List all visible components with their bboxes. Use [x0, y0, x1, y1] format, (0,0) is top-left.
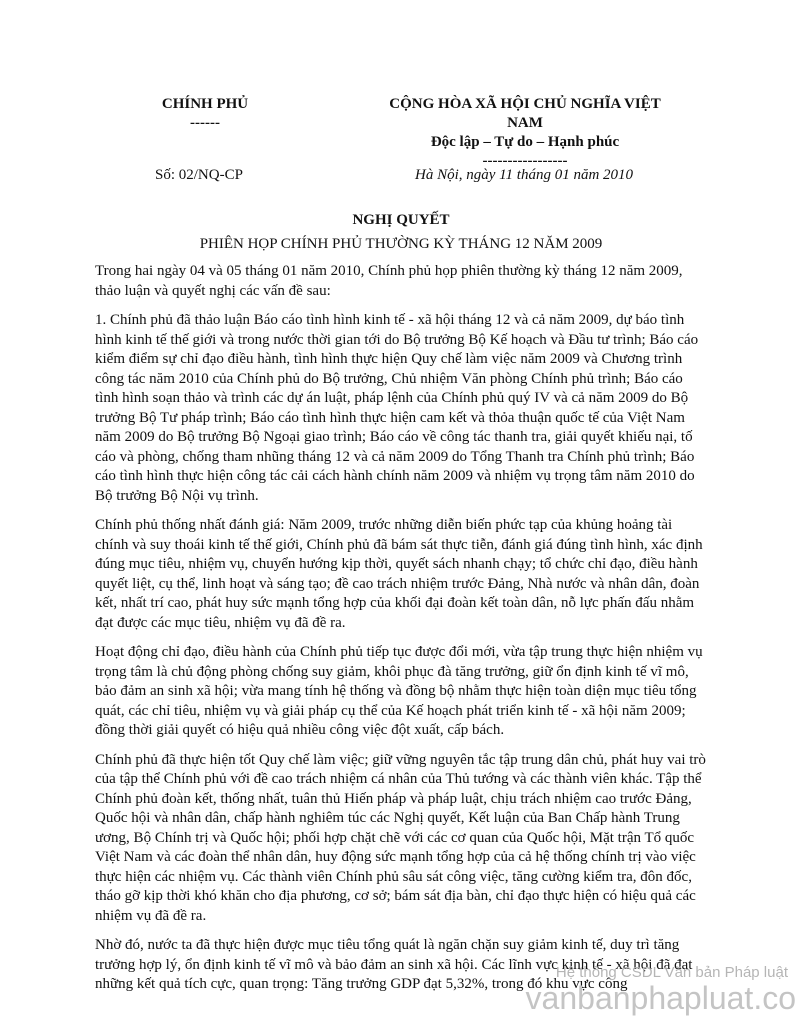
paragraph: Hoạt động chỉ đạo, điều hành của Chính phủ tiếp tục được đổi mới, vừa tập trung thực hiện nhiệm vụ trọng tâm là chủ động phòng chống suy giảm, khôi phục đà tăng trưởng, giữ ổn định kinh tế vĩ mô, bảo đảm an sinh xã hội; vừa mang tính hệ thống và đồng bộ nhằm thực hiện toàn diện mục tiêu tổng quát, các chỉ tiêu, nhiệm vụ và giải pháp cụ thể của Kế hoạch phát triển kinh tế - xã hội năm 2009; đồng thời giải quyết có hiệu quả nhiều công việc đột xuất, cấp bách. — [95, 644, 703, 738]
issuer-name: CHÍNH PHỦ — [161, 96, 249, 112]
paragraph: 1. Chính phủ đã thảo luận Báo cáo tình hình kinh tế - xã hội tháng 12 và cả năm 2009, dự báo tình hình kinh tế thế giới và trong nước thời gian tới do Bộ trưởng Bộ Kế hoạch và Đầu tư trình; Báo cáo kiểm điểm sự chỉ đạo điều hành, tình hình thực hiện Quy chế làm việc năm 2009 và Chương trình công tác năm 2010 của Chính phủ do Bộ trưởng, Chủ nhiệm Văn phòng Chính phủ trình; Báo cáo tình hình soạn thảo và trình các dự án luật, pháp lệnh của Chính phủ quý IV và cả năm 2009 do Bộ trưởng Bộ Tư pháp trình; Báo cáo tình hình thực hiện cam kết và thỏa thuận quốc tế của Việt Nam năm 2009 do Bộ trưởng Bộ Ngoại giao trình; Báo cáo về công tác thanh tra, giải quyết khiếu nại, tố cáo và phòng, chống tham nhũng tháng 12 và cả năm 2009 do Tổng Thanh tra Chính phủ trình; Báo cáo tình hình thực hiện công tác cải cách hành chính năm 2009 và nhiệm vụ trọng tâm năm 2010 do Bộ trưởng Bộ Nội vụ trình. — [95, 312, 699, 504]
paragraph: Chính phủ thống nhất đánh giá: Năm 2009, trước những diễn biến phức tạp của khủng hoảng tài chính và suy thoái kinh tế thế giới, Chính phủ đã bám sát thực tiễn, đánh giá đúng tình hình, xác định đúng mục tiêu, nhiệm vụ, chuyển hướng kịp thời, quyết sách nhanh chạy; tổ chức chỉ đạo, điều hành quyết liệt, cụ thể, linh hoạt và sáng tạo; đề cao trách nhiệm trước Đảng, Nhà nước và nhân dân, đoàn kết, nhất trí cao, phát huy sức mạnh tổng hợp của khối đại đoàn kết toàn dân, nỗ lực phấn đấu nhằm đạt được các mục tiêu, nhiệm vụ đã đề ra. — [95, 517, 703, 631]
motto-divider: ----------------- — [482, 153, 568, 169]
watermark-line1: Hệ thống CSDL Văn bản Pháp luật — [555, 964, 788, 981]
national-motto-block — [330, 95, 720, 171]
document-number: Số: 02/NQ-CP — [155, 167, 243, 183]
document-subtitle: PHIÊN HỌP CHÍNH PHỦ THƯỜNG KỲ THÁNG 12 NĂM 2009 — [199, 236, 603, 252]
country-name-line1: CỘNG HÒA XÃ HỘI CHỦ NGHĨA VIỆT — [389, 96, 661, 112]
document-body — [95, 262, 707, 1005]
issuer-block — [115, 95, 295, 133]
document-title: NGHỊ QUYẾT — [352, 212, 450, 228]
issuer-divider: ------ — [190, 115, 220, 131]
paragraph: Nhờ đó, nước ta đã thực hiện được mục tiêu tổng quát là ngăn chặn suy giảm kinh tế, duy trì tăng trưởng hợp lý, ổn định kinh tế vĩ mô và bảo đảm an sinh xã hội. Các lĩnh vực kinh tế - xã hội đã đạt những kết quả tích cực, quan trọng: Tăng trưởng GDP đạt 5,32%, trong đó khu vực công — [95, 937, 693, 992]
watermark-line2: vanbanphapluat.co — [525, 980, 796, 1016]
paragraph: Chính phủ đã thực hiện tốt Quy chế làm việc; giữ vững nguyên tắc tập trung dân chủ, phát huy vai trò của tập thể Chính phủ với đề cao trách nhiệm cá nhân của Thủ tướng và các thành viên khác. Tập thể Chính phủ đoàn kết, thống nhất, tuân thủ Hiến pháp và pháp luật, chịu trách nhiệm cao trước Đảng, Quốc hội và nhân dân, chấp hành nghiêm túc các Nghị quyết, Kết luận của Ban Chấp hành Trung ương, Bộ Chính trị và Quốc hội; phối hợp chặt chẽ với các cơ quan của Quốc hội, Mặt trận Tổ quốc Việt Nam và các đoàn thể nhân dân, huy động sức mạnh tổng hợp của cả hệ thống chính trị vào việc thực hiện các nhiệm vụ. Các thành viên Chính phủ sâu sát công việc, tăng cường kiểm tra, đôn đốc, tháo gỡ kịp thời khó khăn cho địa phương, cơ sở; bám sát địa bàn, chỉ đạo thực hiện có hiệu quả các nhiệm vụ đã đề ra. — [95, 751, 706, 924]
country-name-line2: NAM — [507, 115, 543, 131]
motto: Độc lập – Tự do – Hạnh phúc — [430, 134, 620, 150]
paragraph: Trong hai ngày 04 và 05 tháng 01 năm 2010, Chính phủ họp phiên thường kỳ tháng 12 năm 2009, thảo luận và quyết nghị các vấn đề sau: — [95, 263, 683, 299]
document-date: Hà Nội, ngày 11 tháng 01 năm 2010 — [415, 167, 634, 183]
